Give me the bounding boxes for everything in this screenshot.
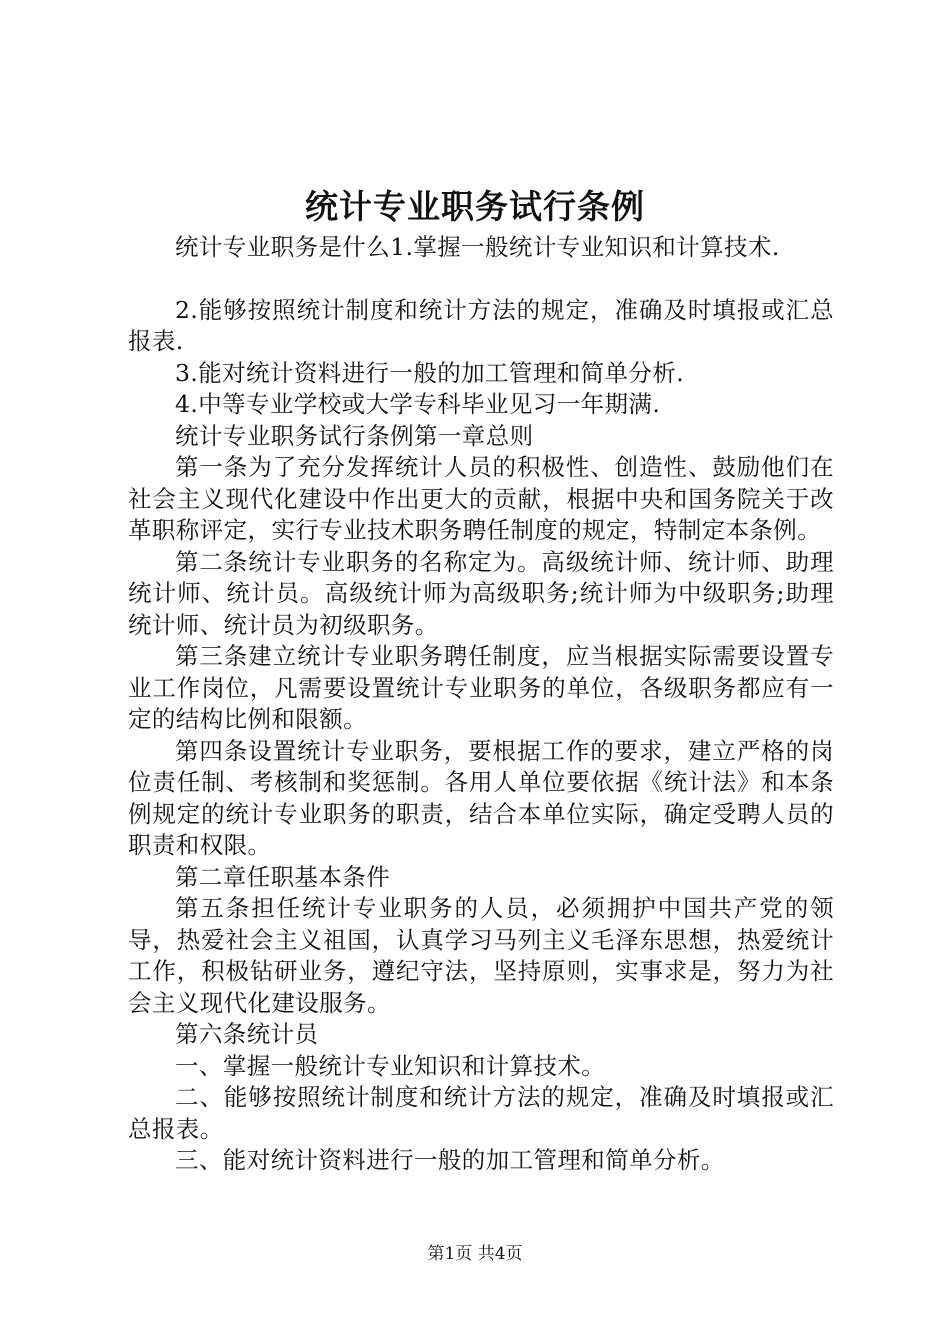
list-item: 二、能够按照统计制度和统计方法的规定，准确及时填报或汇总报表。	[128, 1083, 834, 1143]
article-paragraph: 第四条设置统计专业职务，要根据工作的要求，建立严格的岗位责任制、考核制和奖惩制。各用人单位要依据《统计法》和本条例规定的统计专业职务的职责，结合本单位实际，确定受聘人员的职责和权限。	[128, 736, 834, 859]
paragraph: 统计专业职务是什么1.掌握一般统计专业知识和计算技术.	[175, 233, 780, 261]
paragraph: 3.能对统计资料进行一般的加工管理和简单分析.	[175, 358, 685, 387]
page-footer: 第1页 共4页	[427, 1244, 523, 1264]
list-item: 三、能对统计资料进行一般的加工管理和简单分析。	[175, 1146, 725, 1174]
document-title: 统计专业职务试行条例	[305, 187, 645, 226]
chapter-heading: 统计专业职务试行条例第一章总则	[175, 421, 534, 450]
article-paragraph: 第二条统计专业职务的名称定为。高级统计师、统计师、助理统计师、统计员。高级统计师为高级职务;统计师为中级职务;助理统计师、统计员为初级职务。	[128, 547, 834, 639]
article-paragraph: 第五条担任统计专业职务的人员，必须拥护中国共产党的领导，热爱社会主义祖国，认真学习马列主义毛泽东思想，热爱统计工作，积极钻研业务，遵纪守法，坚持原则，实事求是，努力为社会主义现代化建设服务。	[128, 894, 834, 1017]
chapter-heading: 第二章任职基本条件	[175, 862, 391, 891]
paragraph: 4.中等专业学校或大学专科毕业见习一年期满.	[175, 390, 661, 418]
article-heading: 第六条统计员	[175, 1020, 319, 1048]
article-paragraph: 第一条为了充分发挥统计人员的积极性、创造性、鼓励他们在社会主义现代化建设中作出更大的贡献，根据中央和国务院关于改革职称评定，实行专业技术职务聘任制度的规定，特制定本条例。	[128, 453, 834, 544]
paragraph: 2.能够按照统计制度和统计方法的规定，准确及时填报或汇总报表.	[128, 295, 834, 355]
list-item: 一、掌握一般统计专业知识和计算技术。	[175, 1051, 606, 1080]
article-paragraph: 第三条建立统计专业职务聘任制度，应当根据实际需要设置专业工作岗位，凡需要设置统计专业职务的单位，各级职务都应有一定的结构比例和限额。	[128, 642, 834, 733]
document-body	[128, 232, 834, 1177]
